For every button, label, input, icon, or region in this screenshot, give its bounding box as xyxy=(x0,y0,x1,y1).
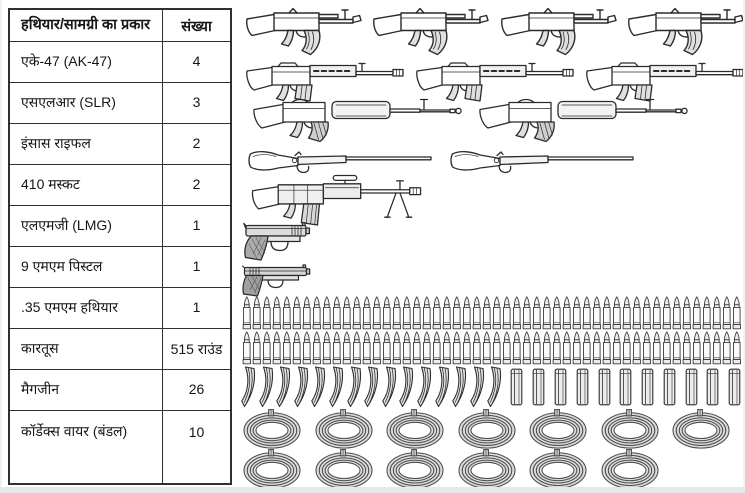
wire-coil-icon xyxy=(457,449,517,489)
cartridge-icon xyxy=(732,331,742,365)
cartridge-icon xyxy=(472,331,482,365)
straight-magazine-icon xyxy=(598,368,611,406)
table-row-slr xyxy=(10,82,230,123)
cartridge-icon xyxy=(702,296,712,330)
cartridge-icon xyxy=(472,296,482,330)
table-row-musket xyxy=(10,164,230,205)
cartridge-icon xyxy=(492,296,502,330)
cartridge-icon xyxy=(482,296,492,330)
cartridge-icon xyxy=(442,331,452,365)
curved-magazine-icon xyxy=(417,366,432,408)
cartridge-icon xyxy=(272,296,282,330)
insas-row xyxy=(252,94,690,144)
cartridge-icon xyxy=(442,296,452,330)
row-value: 1 xyxy=(192,217,201,233)
cartridge-icon xyxy=(352,296,362,330)
table-row-35mm xyxy=(10,287,230,328)
table-row-magazines xyxy=(10,369,230,410)
curved-magazine-icon xyxy=(329,366,344,408)
straight-magazine-icon xyxy=(685,368,698,406)
cartridge-icon xyxy=(632,331,642,365)
table-row-ak47 xyxy=(10,41,230,82)
table-row-cordex-wire xyxy=(10,410,230,483)
cartridge-icon xyxy=(682,331,692,365)
cartridge-icon xyxy=(682,296,692,330)
table-row-cartridges xyxy=(10,328,230,369)
cartridge-icon xyxy=(432,296,442,330)
wire-coil-row-2 xyxy=(242,449,660,489)
curved-magazine-icon xyxy=(241,366,256,408)
cartridge-icon xyxy=(252,296,262,330)
cartridge-icon xyxy=(402,296,412,330)
cartridge-icon xyxy=(652,331,662,365)
straight-magazine-icon xyxy=(706,368,719,406)
cartridge-icon xyxy=(552,296,562,330)
cartridge-icon xyxy=(402,331,412,365)
pistol-35mm-row xyxy=(242,263,312,297)
curved-magazine-icon xyxy=(470,366,485,408)
cartridge-icon xyxy=(462,331,472,365)
straight-magazine-icon xyxy=(619,368,632,406)
cartridge-icon xyxy=(622,331,632,365)
row-label: कारतूस xyxy=(10,329,163,369)
cartridge-icon xyxy=(642,296,652,330)
cartridge-icon xyxy=(312,296,322,330)
cartridge-icon xyxy=(602,331,612,365)
cartridge-icon xyxy=(612,331,622,365)
row-label: .35 एमएम हथियार xyxy=(10,288,163,328)
weapons-table xyxy=(8,8,232,485)
cartridge-icon xyxy=(532,296,542,330)
table-header-type: हथियार/सामग्री का प्रकार xyxy=(10,10,163,41)
cartridge-icon xyxy=(302,331,312,365)
row-value: 26 xyxy=(188,381,205,397)
row-label: मैगजीन xyxy=(10,370,163,410)
row-value: 1 xyxy=(192,299,201,315)
cartridge-row-2 xyxy=(242,331,742,365)
table-row-lmg xyxy=(10,205,230,246)
cartridge-icon xyxy=(282,296,292,330)
wire-coil-row-1 xyxy=(242,409,731,449)
row-label: इंसास राइफल xyxy=(10,124,163,164)
musket-icon xyxy=(450,146,636,178)
cartridge-icon xyxy=(582,331,592,365)
cartridge-icon xyxy=(422,296,432,330)
cartridge-icon xyxy=(712,296,722,330)
cartridge-icon xyxy=(242,296,252,330)
ak47-row xyxy=(245,4,745,58)
cartridge-icon xyxy=(392,296,402,330)
bottom-edge-strip xyxy=(0,487,745,493)
cartridge-icon xyxy=(262,331,272,365)
cartridge-icon xyxy=(372,296,382,330)
curved-magazine-icon xyxy=(382,366,397,408)
curved-magazine-icon xyxy=(487,366,502,408)
cartridge-icon xyxy=(492,331,502,365)
cartridge-icon xyxy=(382,331,392,365)
row-value: 3 xyxy=(192,94,201,110)
cartridge-icon xyxy=(622,296,632,330)
row-value: 1 xyxy=(192,258,201,274)
cartridge-icon xyxy=(592,331,602,365)
cartridge-icon xyxy=(692,296,702,330)
row-label: कॉर्डेक्स वायर (बंडल) xyxy=(10,411,163,483)
row-value: 2 xyxy=(192,176,201,192)
cartridge-icon xyxy=(292,331,302,365)
cartridge-icon xyxy=(322,331,332,365)
cartridge-icon xyxy=(372,331,382,365)
wire-coil-icon xyxy=(314,409,374,449)
cartridge-icon xyxy=(412,331,422,365)
curved-magazine-icon xyxy=(294,366,309,408)
ak47-rifle-icon xyxy=(372,4,490,58)
pistol-35mm-icon xyxy=(242,263,312,297)
cartridge-icon xyxy=(552,331,562,365)
wire-coil-icon xyxy=(242,409,302,449)
wire-coil-icon xyxy=(528,409,588,449)
insas-rifle-icon xyxy=(478,94,690,144)
wire-coil-icon xyxy=(314,449,374,489)
cartridge-icon xyxy=(542,296,552,330)
cartridge-icon xyxy=(322,296,332,330)
cartridge-icon xyxy=(662,296,672,330)
cartridge-icon xyxy=(252,331,262,365)
straight-magazine-icon xyxy=(510,368,523,406)
row-value: 515 राउंड xyxy=(170,341,223,357)
cartridge-icon xyxy=(522,296,532,330)
cartridge-icon xyxy=(592,296,602,330)
cartridge-icon xyxy=(542,331,552,365)
cartridge-icon xyxy=(672,331,682,365)
cartridge-icon xyxy=(312,331,322,365)
wire-coil-icon xyxy=(385,409,445,449)
cartridge-icon xyxy=(382,296,392,330)
row-label: 410 मस्कट xyxy=(10,165,163,205)
cartridge-icon xyxy=(342,331,352,365)
curved-magazine-icon xyxy=(311,366,326,408)
cartridge-icon xyxy=(712,331,722,365)
wire-coil-icon xyxy=(671,409,731,449)
cartridge-icon xyxy=(302,296,312,330)
cartridge-icon xyxy=(722,331,732,365)
cartridge-icon xyxy=(562,296,572,330)
curved-magazine-icon xyxy=(259,366,274,408)
row-label: एके-47 (AK-47) xyxy=(10,42,163,82)
cartridge-icon xyxy=(412,296,422,330)
pictogram-panel xyxy=(240,0,745,487)
curved-magazine-icon xyxy=(452,366,467,408)
curved-magazine-icon xyxy=(276,366,291,408)
cartridge-icon xyxy=(672,296,682,330)
row-value: 4 xyxy=(192,53,201,69)
row-value: 10 xyxy=(188,424,205,440)
cartridge-icon xyxy=(462,296,472,330)
cartridge-icon xyxy=(332,331,342,365)
cartridge-icon xyxy=(512,331,522,365)
pistol-9mm-row xyxy=(243,219,311,262)
cartridge-icon xyxy=(432,331,442,365)
ak47-rifle-icon xyxy=(245,4,363,58)
table-row-pistol-9mm xyxy=(10,246,230,287)
curved-magazine-icon xyxy=(399,366,414,408)
cartridge-icon xyxy=(342,296,352,330)
cartridge-icon xyxy=(332,296,342,330)
curved-magazine-icon xyxy=(435,366,450,408)
cartridge-icon xyxy=(522,331,532,365)
row-label: 9 एमएम पिस्टल xyxy=(10,247,163,287)
wire-coil-icon xyxy=(385,449,445,489)
cartridge-icon xyxy=(572,296,582,330)
cartridge-icon xyxy=(292,296,302,330)
cartridge-icon xyxy=(562,331,572,365)
straight-magazine-icon xyxy=(554,368,567,406)
cartridge-icon xyxy=(512,296,522,330)
magazine-row xyxy=(241,366,741,408)
cartridge-icon xyxy=(422,331,432,365)
cartridge-icon xyxy=(392,331,402,365)
wire-coil-icon xyxy=(457,409,517,449)
cartridge-icon xyxy=(722,296,732,330)
cartridge-icon xyxy=(242,331,252,365)
insas-rifle-icon xyxy=(252,94,464,144)
cartridge-icon xyxy=(482,331,492,365)
cartridge-icon xyxy=(632,296,642,330)
cartridge-icon xyxy=(692,331,702,365)
table-header-count: संख्या xyxy=(181,18,212,35)
cartridge-icon xyxy=(272,331,282,365)
ak47-rifle-icon xyxy=(627,4,745,58)
cartridge-icon xyxy=(362,296,372,330)
cartridge-icon xyxy=(352,331,362,365)
cartridge-icon xyxy=(452,296,462,330)
straight-magazine-icon xyxy=(663,368,676,406)
wire-coil-icon xyxy=(242,449,302,489)
wire-coil-icon xyxy=(600,409,660,449)
wire-coil-icon xyxy=(528,449,588,489)
ak47-rifle-icon xyxy=(500,4,618,58)
cartridge-icon xyxy=(532,331,542,365)
cartridge-icon xyxy=(612,296,622,330)
cartridge-icon xyxy=(662,331,672,365)
straight-magazine-icon xyxy=(728,368,741,406)
cartridge-icon xyxy=(262,296,272,330)
row-value: 2 xyxy=(192,135,201,151)
cartridge-icon xyxy=(572,331,582,365)
cartridge-icon xyxy=(282,331,292,365)
cartridge-icon xyxy=(502,296,512,330)
left-edge-strip xyxy=(0,0,2,493)
row-label: एलएमजी (LMG) xyxy=(10,206,163,246)
row-label: एसएलआर (SLR) xyxy=(10,83,163,123)
cartridge-icon xyxy=(502,331,512,365)
straight-magazine-icon xyxy=(532,368,545,406)
cartridge-icon xyxy=(652,296,662,330)
cartridge-icon xyxy=(702,331,712,365)
pistol-9mm-icon xyxy=(243,219,311,262)
straight-magazine-icon xyxy=(576,368,589,406)
curved-magazine-icon xyxy=(347,366,362,408)
straight-magazine-group xyxy=(510,366,741,406)
cartridge-icon xyxy=(642,331,652,365)
straight-magazine-icon xyxy=(641,368,654,406)
cartridge-icon xyxy=(582,296,592,330)
cartridge-row-1 xyxy=(242,296,742,330)
cartridge-icon xyxy=(362,331,372,365)
wire-coil-icon xyxy=(600,449,660,489)
curved-magazine-icon xyxy=(364,366,379,408)
curved-magazine-group xyxy=(241,366,502,408)
table-row-insas xyxy=(10,123,230,164)
cartridge-icon xyxy=(452,331,462,365)
table-header-row xyxy=(10,10,230,41)
cartridge-icon xyxy=(732,296,742,330)
cartridge-icon xyxy=(602,296,612,330)
